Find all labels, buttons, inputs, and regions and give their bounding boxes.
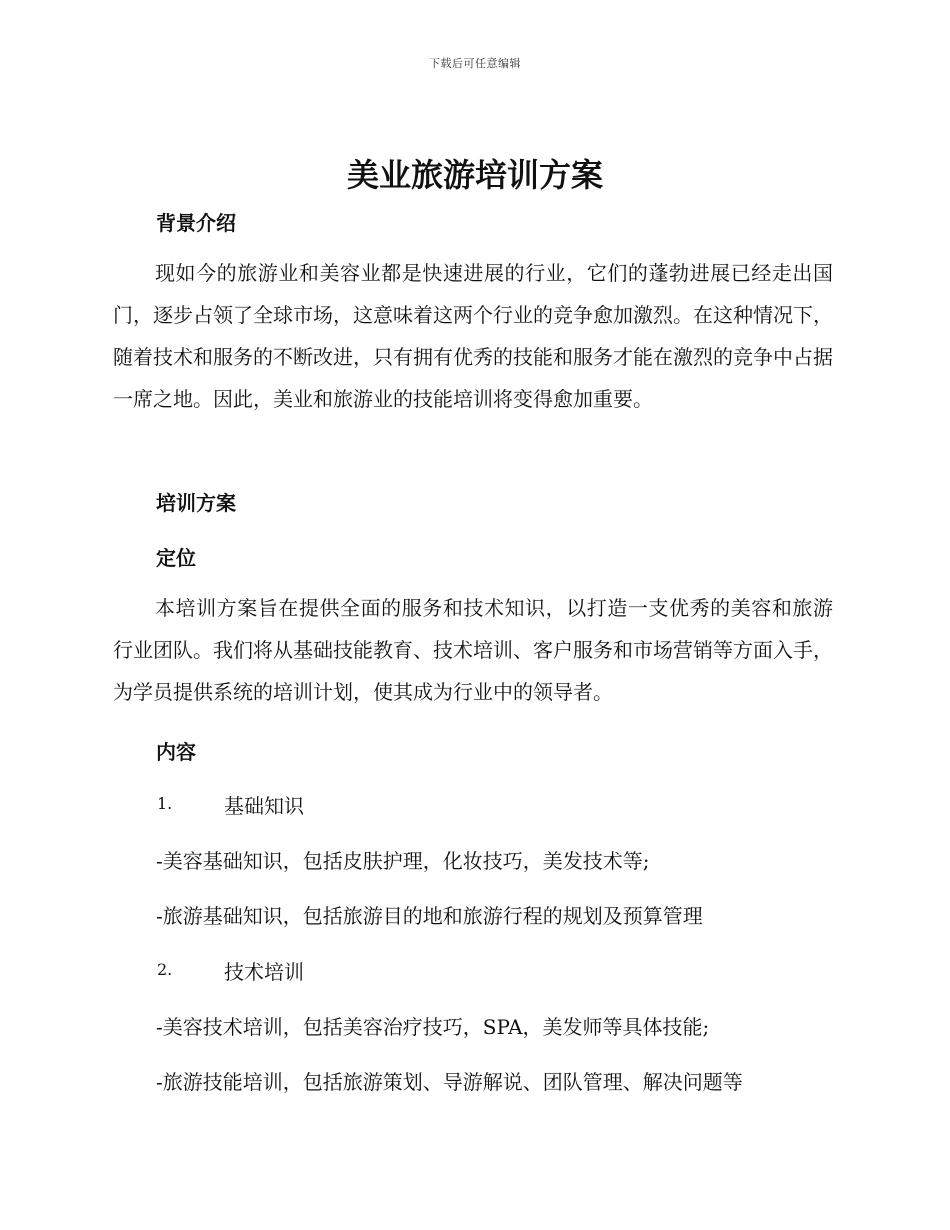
section-heading-position: 定位 <box>156 546 196 570</box>
background-paragraph: 现如今的旅游业和美容业都是快速进展的行业，它们的蓬勃进展已经走出国门，逐步占领了全球市场，这意味着这两个行业的竞争愈加激烈。在这种情况下，随着技术和服务的不断改进，只有拥有优秀的技能和服务才能在激烈的竞争中占据一席之地。因此，美业和旅游业的技能培训将变得愈加重要。 <box>113 261 833 411</box>
list-item-number: 1. <box>157 794 173 813</box>
list-item-label: 技术培训 <box>224 960 304 984</box>
list-item-detail: -旅游基础知识，包括旅游目的地和旅游行程的规划及预算管理 <box>156 904 703 928</box>
list-item-label: 基础知识 <box>224 794 304 818</box>
list-item-detail: -美容技术培训，包括美容治疗技巧，SPA，美发师等具体技能; <box>156 1015 710 1039</box>
list-item-number: 2. <box>157 960 173 979</box>
list-item-detail: -旅游技能培训，包括旅游策划、导游解说、团队管理、解决问题等 <box>156 1070 743 1094</box>
header-note: 下载后可任意编辑 <box>429 57 521 70</box>
document-title: 美业旅游培训方案 <box>346 156 603 194</box>
section-heading-content: 内容 <box>156 740 196 764</box>
section-heading-background: 背景介绍 <box>156 211 236 235</box>
section-heading-plan: 培训方案 <box>156 491 236 515</box>
list-item-detail: -美容基础知识，包括皮肤护理，化妆技巧，美发技术等; <box>156 849 650 873</box>
position-paragraph: 本培训方案旨在提供全面的服务和技术知识，以打造一支优秀的美容和旅游行业团队。我们将从基础技能教育、技术培训、客户服务和市场营销等方面入手，为学员提供系统的培训计划，使其成为行业中的领导者。 <box>113 596 833 704</box>
